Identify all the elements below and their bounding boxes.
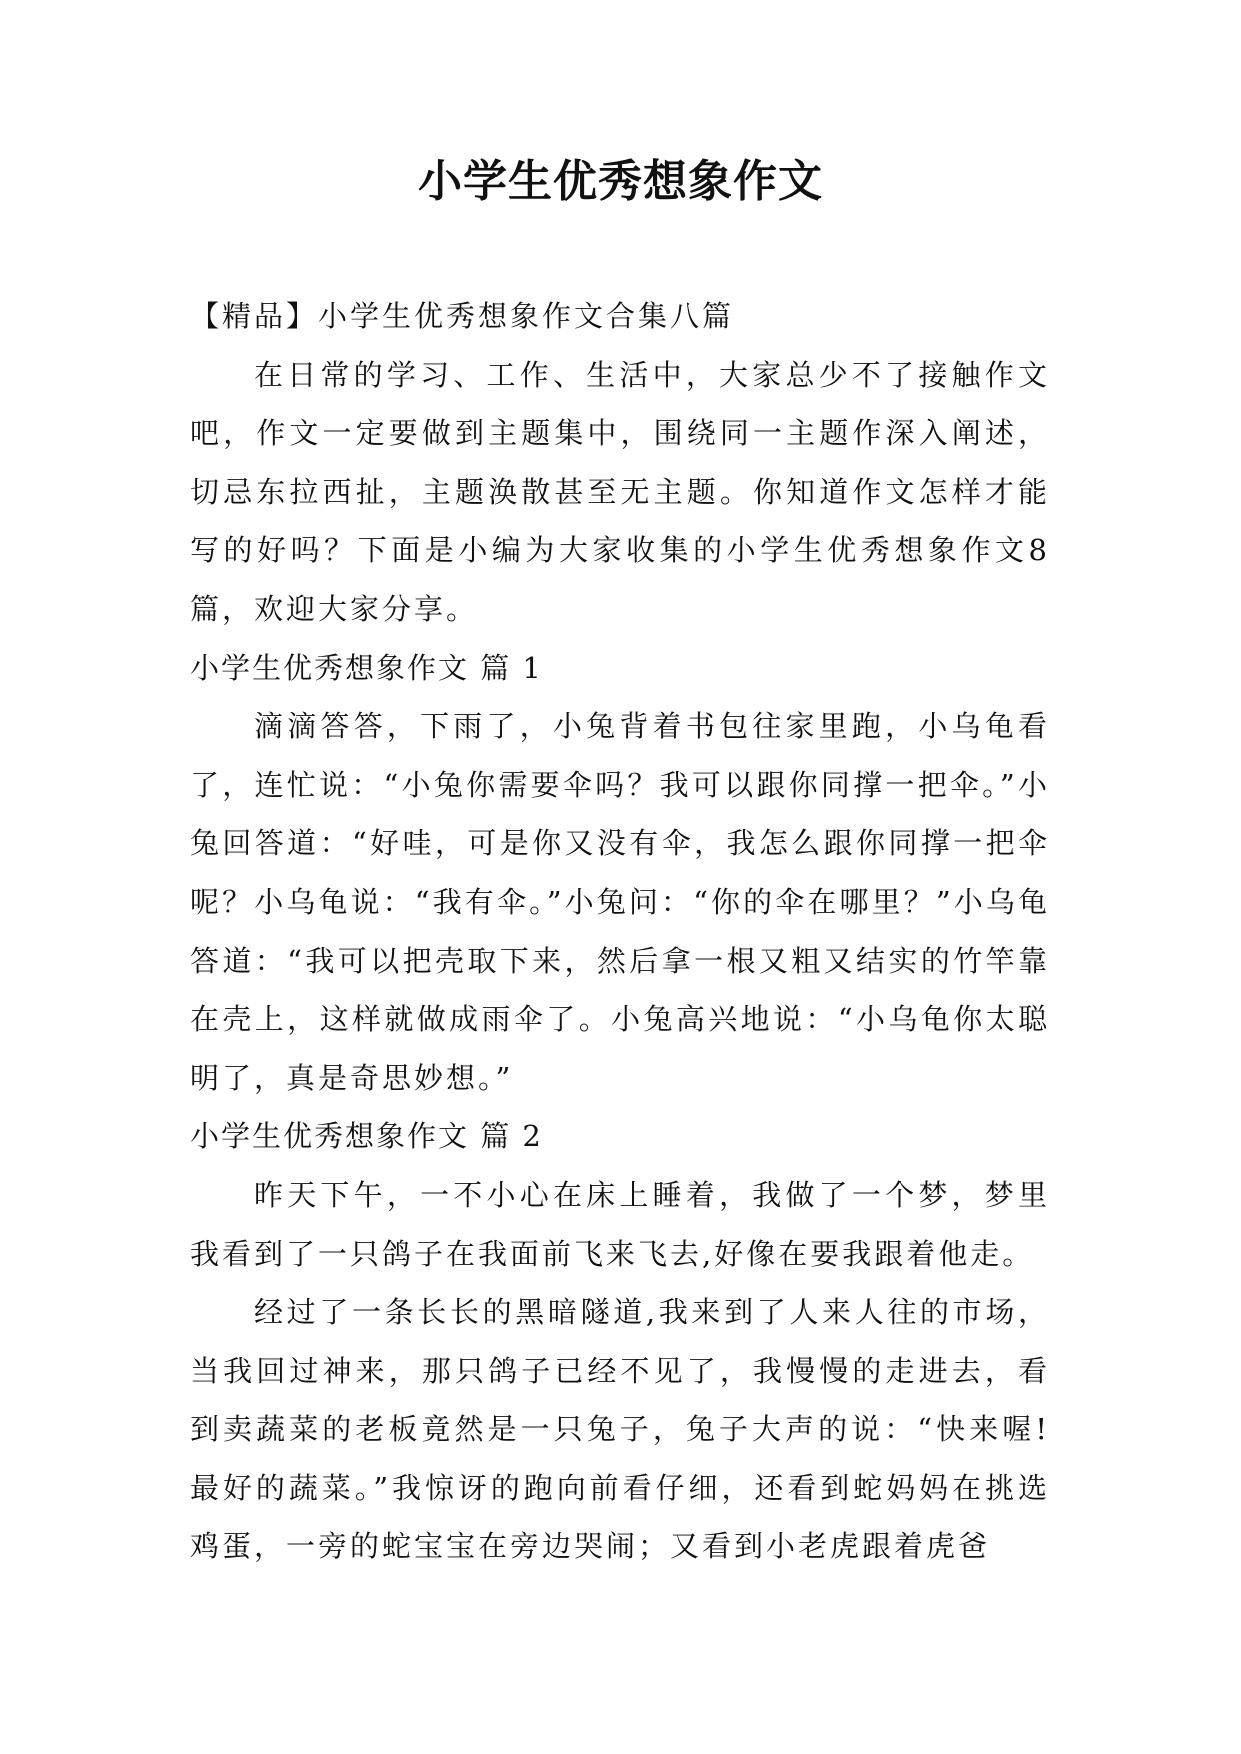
document-subtitle: 【精品】小学生优秀想象作文合集八篇 [190,299,735,333]
document-title: 小学生优秀想象作文 [418,156,823,207]
document-body [190,287,1050,1576]
section-heading-1: 小学生优秀想象作文 篇 1 [190,650,543,685]
section-1-paragraph-1: 滴滴答答，下雨了，小兔背着书包往家里跑，小乌龟看了，连忙说：“小兔你需要伞吗？我可以跟你同撑一把伞。”小兔回答道：“好哇，可是你又没有伞，我怎么跟你同撑一把伞呢？小乌龟说：“我有伞。”小兔问：“你的伞在哪里？”小乌龟答道：“我可以把壳取下来，然后拿一根又粗又结实的竹竿靠在壳上，这样就做成雨伞了。小兔高兴地说：“小乌龟你太聪明了，真是奇思妙想。” [190,709,1050,1095]
section-heading-2: 小学生优秀想象作文 篇 2 [190,1119,543,1154]
intro-paragraph: 在日常的学习、工作、生活中，大家总少不了接触作文吧，作文一定要做到主题集中，围绕同一主题作深入阐述，切忌东拉西扯，主题涣散甚至无主题。你知道作文怎样才能写的好吗？下面是小编为大家收集的小学生优秀想象作文8篇，欢迎大家分享。 [190,357,1050,626]
section-2-paragraph-2: 经过了一条长长的黑暗隧道,我来到了人来人往的市场，当我回过神来，那只鸽子已经不见了，我慢慢的走进去，看到卖蔬菜的老板竟然是一只兔子，兔子大声的说：“快来喔!最好的蔬菜。”我惊讶的跑向前看仔细，还看到蛇妈妈在挑选鸡蛋，一旁的蛇宝宝在旁边哭闹；又看到小老虎跟着虎爸 [190,1295,1050,1564]
section-2-paragraph-1: 昨天下午，一不小心在床上睡着，我做了一个梦，梦里我看到了一只鸽子在我面前飞来飞去,好像在要我跟着他走。 [190,1177,1050,1271]
